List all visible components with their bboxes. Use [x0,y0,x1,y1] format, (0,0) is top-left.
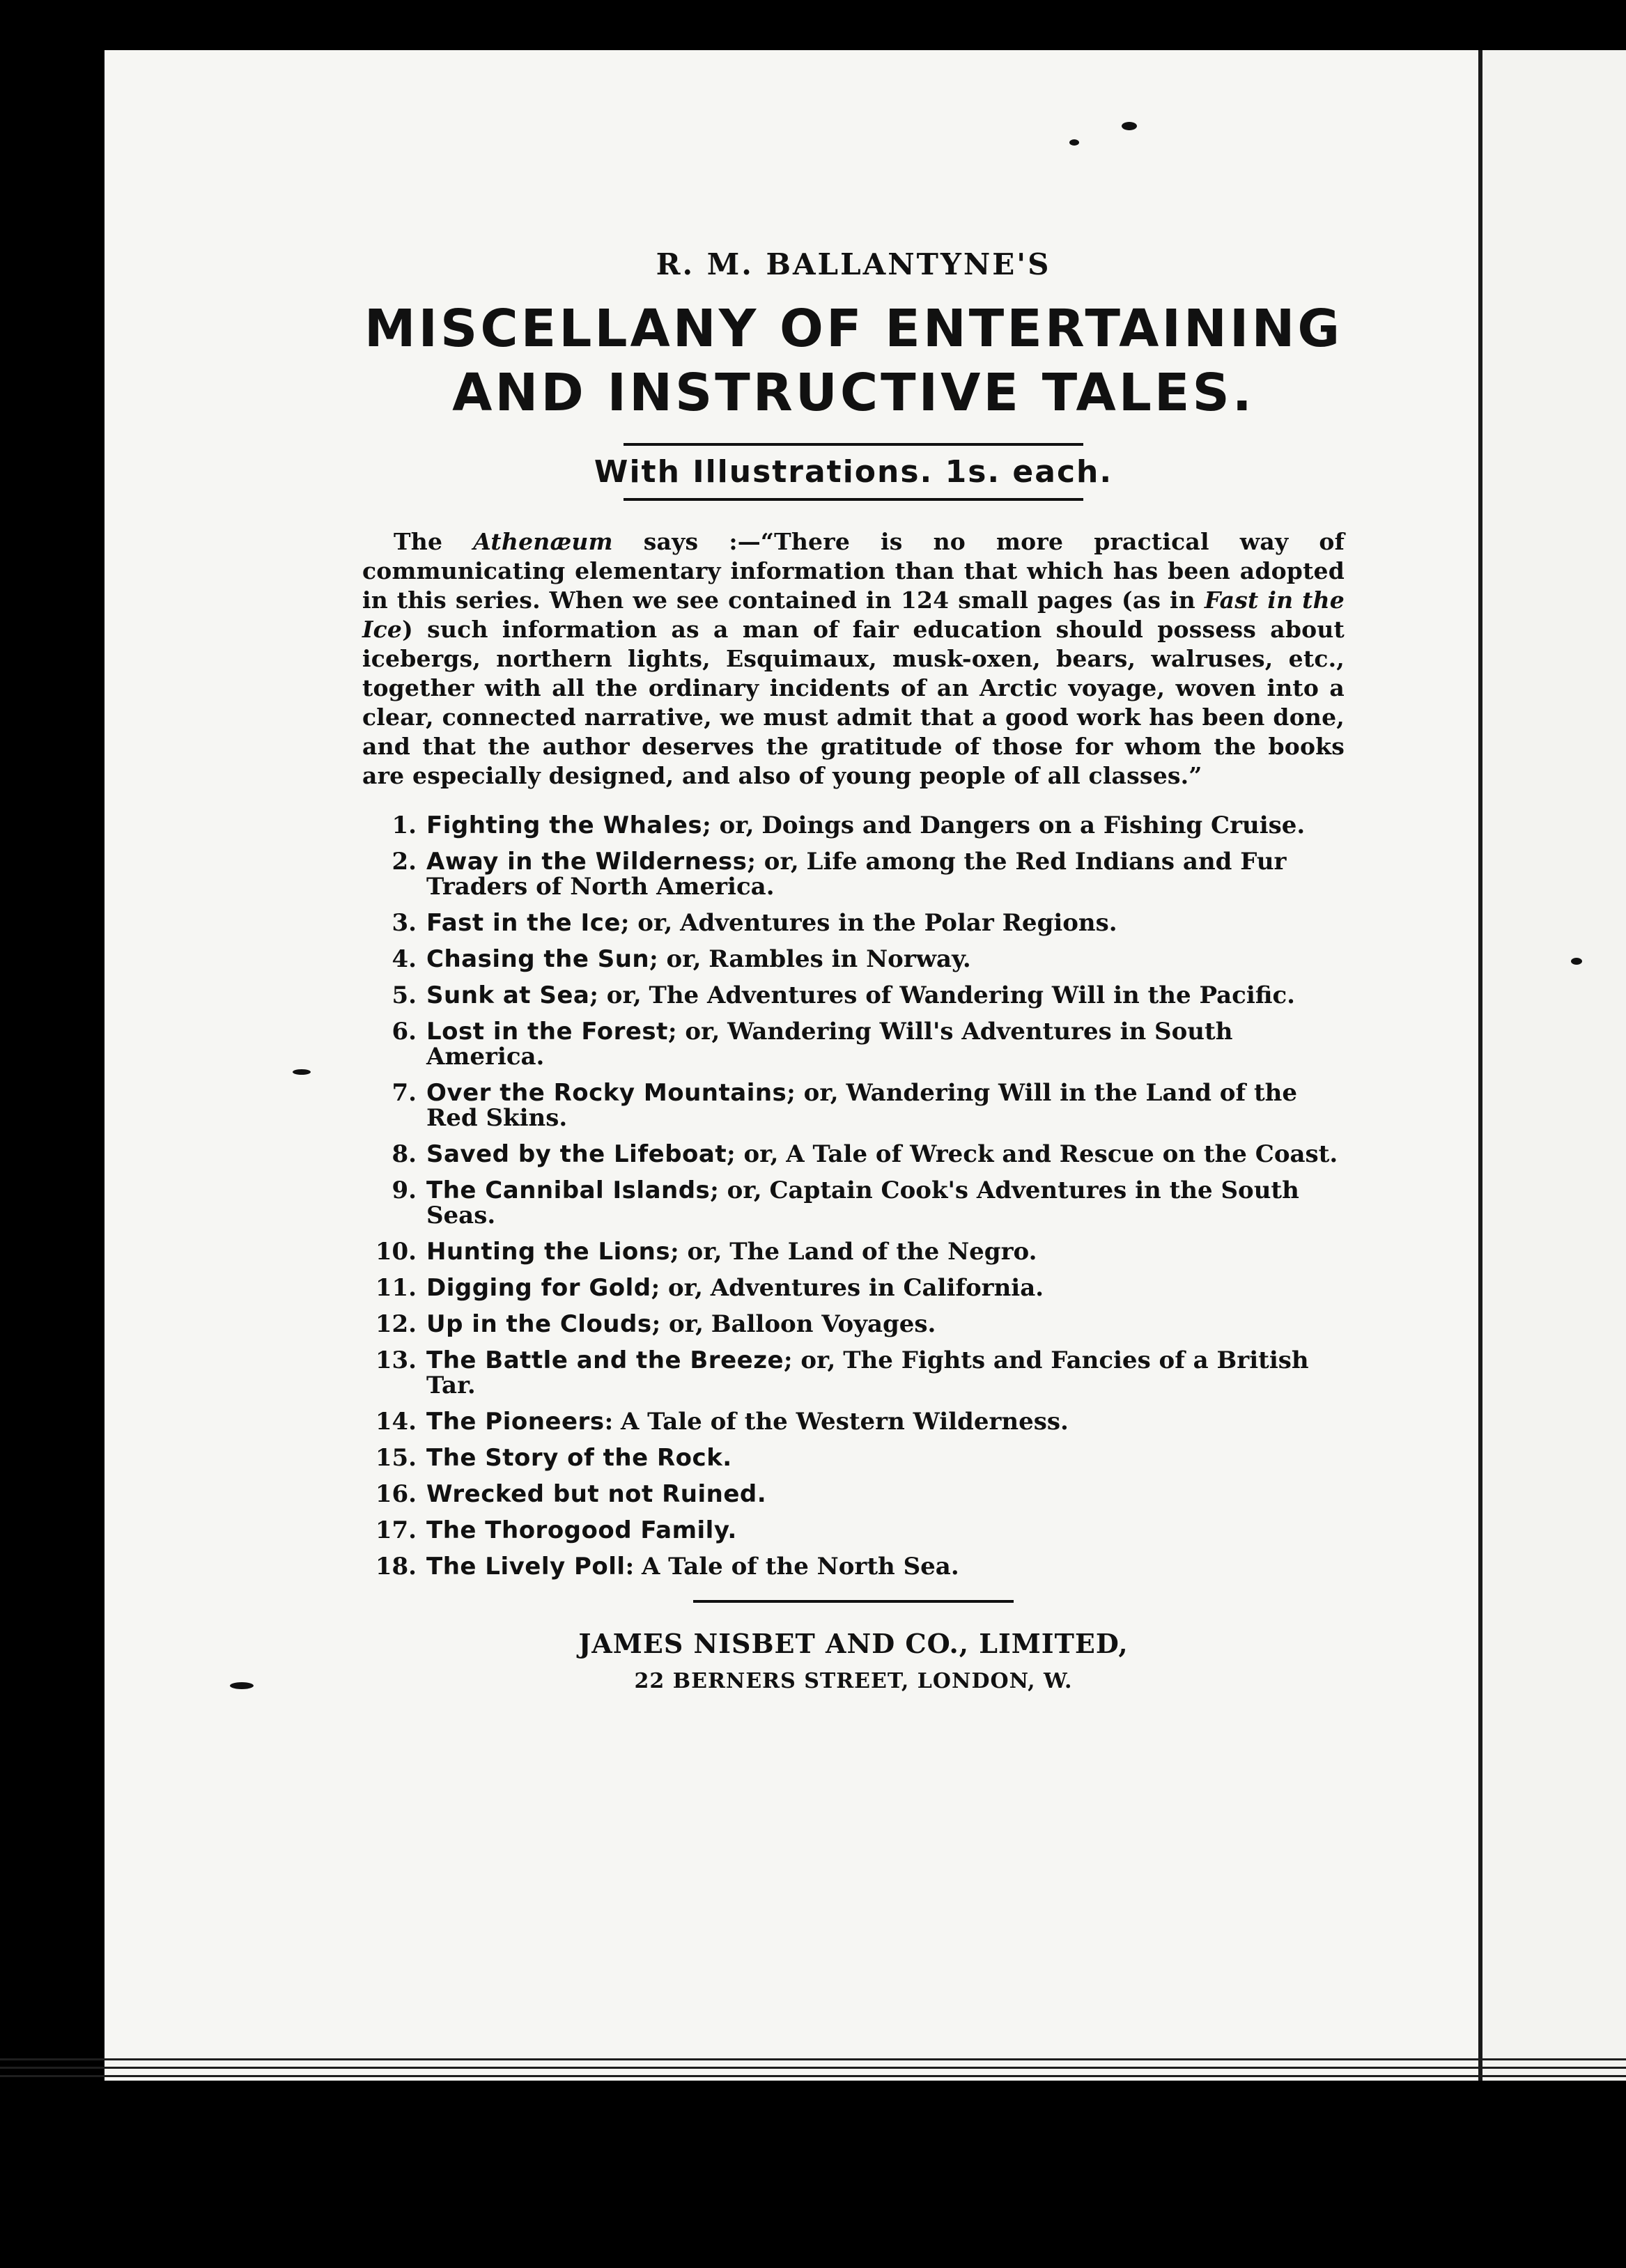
tale-text [426,983,1345,1008]
periodical-name: Athenæum [473,528,613,555]
tale-number: 2. [392,848,417,876]
scan-border-line [0,2058,1626,2060]
tale-separator: ; or, [727,1140,779,1168]
tale-item [362,1482,1345,1507]
tale-subtitle: Adventures in California. [710,1274,1044,1302]
tale-number: 17. [375,1516,417,1544]
tale-number: 3. [392,909,417,937]
tale-subtitle: The Fights and Fancies of a British Tar. [426,1346,1309,1399]
tale-subtitle: The Land of the Negro. [729,1238,1037,1266]
tale-text [426,1275,1345,1300]
tale-separator: ; or, [702,811,754,839]
tale-item [362,1275,1345,1300]
tale-subtitle: Wandering Will's Adventures in South America. [426,1018,1233,1071]
tale-subtitle: A Tale of Wreck and Rescue on the Coast. [786,1140,1338,1168]
tale-text [426,1482,1345,1507]
tale-title: Fast in the Ice [426,909,621,937]
tale-item [362,947,1345,972]
tale-text [426,1019,1345,1069]
tale-title: Lost in the Forest [426,1018,668,1046]
tale-subtitle: Adventures in the Polar Regions. [680,909,1117,937]
tale-separator: ; or, [710,1176,762,1204]
tale-item [362,1554,1345,1579]
tale-item [362,1019,1345,1069]
tale-separator: ; or, [620,909,673,937]
ink-speck [230,1682,254,1689]
title-line-2: AND INSTRUCTIVE TALES. [452,363,1255,423]
tale-item [362,1239,1345,1264]
tale-text [426,1348,1345,1398]
tale-separator: ; or, [649,945,702,973]
tale-text [426,1080,1345,1131]
tale-number: 9. [392,1176,417,1204]
tale-subtitle: The Adventures of Wandering Will in the Pacific. [649,981,1296,1009]
tale-number: 11. [375,1274,417,1302]
tale-title: The Cannibal Islands [426,1176,711,1204]
tale-text [426,910,1345,935]
tale-title: Chasing the Sun [426,945,650,973]
tale-number: 4. [392,945,417,973]
quote-book-ref: Fast in the Ice [362,587,1345,643]
tale-subtitle: Wandering Will in the Land of the Red Skins. [426,1079,1297,1132]
tale-text [426,1445,1345,1470]
tale-text [426,1239,1345,1264]
tale-number: 5. [392,981,417,1009]
tale-title: The Pioneers [426,1408,605,1436]
tale-separator: ; or, [651,1310,704,1338]
tale-item [362,1518,1345,1543]
tale-title: Away in the Wilderness [426,848,748,876]
tale-number: 10. [375,1238,417,1266]
ink-speck [1571,958,1582,965]
tale-number: 7. [392,1079,417,1107]
tale-text [426,813,1345,838]
tale-subtitle: Balloon Voyages. [711,1310,936,1338]
title-rule [624,443,1083,446]
tale-separator: ; or, [589,981,642,1009]
tale-subtitle: Doings and Dangers on a Fishing Cruise. [761,811,1306,839]
tale-title: Fighting the Whales [426,811,703,839]
tale-item [362,910,1345,935]
subtitle: With Illustrations. 1s. each. [594,454,1113,490]
tale-separator: ; or, [784,1346,836,1374]
subtitle-rule [624,498,1083,501]
ink-speck [293,1069,311,1075]
tale-title: Over the Rocky Mountains [426,1079,787,1107]
tale-item [362,849,1345,899]
scan-border-line [0,2075,1626,2077]
tale-title: Digging for Gold [426,1274,651,1302]
tale-text [426,849,1345,899]
tale-number: 8. [392,1140,417,1168]
tale-number: 14. [375,1408,417,1436]
tale-item [362,1080,1345,1131]
quote-lead: The [394,528,443,555]
tale-title: Hunting the Lions [426,1238,671,1266]
tale-separator: ; or, [747,848,799,876]
tales-list [362,813,1345,1579]
tale-item [362,1312,1345,1337]
tale-text [426,1312,1345,1337]
publisher-address: 22 BERNERS STREET, LONDON, W. [634,1669,1073,1693]
tale-subtitle: Rambles in Norway. [709,945,971,973]
facing-page-edge [1480,50,1626,2081]
quote-body-rest: ) such information as a man of fair education should possess about icebergs, northern lights, Esquimaux, musk-oxen, bears, walruses, etc., together with all the ordinary incidents of an Arctic voyage, woven into a clear, connected narrative, we must admit that a good work has been done, and that the author deserves the gratitude of those for whom the books are especially designed, and also of young people of all classes.” [362,616,1345,789]
publisher-name: JAMES NISBET AND CO., LIMITED, [578,1628,1129,1659]
tale-subtitle: A Tale of the North Sea. [641,1553,959,1580]
tale-item [362,1348,1345,1398]
tale-number: 15. [375,1444,417,1472]
tale-item [362,983,1345,1008]
tale-title: Saved by the Lifeboat [426,1140,727,1168]
page-fold-line [1478,50,1482,2081]
tale-number: 18. [375,1553,417,1580]
tale-separator: ; or, [651,1274,703,1302]
tale-separator: ; or, [670,1238,722,1266]
tale-subtitle: Life among the Red Indians and Fur Traders of North America. [426,848,1287,901]
title-line-1: MISCELLANY OF ENTERTAINING [364,299,1343,359]
tale-number: 12. [375,1310,417,1338]
tale-separator: ; or, [667,1018,720,1046]
tale-title: Wrecked but not Ruined. [426,1480,767,1508]
quote-body: says :—“There is no more practical way of communicating elementary information than that which has been adopted in this series. When we see contained in 124 small pages (as in [362,528,1345,614]
tale-number: 16. [375,1480,417,1508]
tale-text [426,1518,1345,1543]
tale-title: The Story of the Rock. [426,1444,732,1472]
tale-item [362,1142,1345,1167]
tale-separator: ; or, [787,1079,839,1107]
advertisement [362,247,1345,1693]
tale-item [362,1445,1345,1470]
review-quote [362,527,1345,791]
tale-text [426,1142,1345,1167]
ink-speck [1122,122,1137,130]
imprint-rule [693,1600,1014,1603]
tale-number: 13. [375,1346,417,1374]
tale-text [426,947,1345,972]
tale-title: Up in the Clouds [426,1310,652,1338]
tale-separator: : [625,1553,635,1580]
tale-item [362,813,1345,838]
tale-text [426,1178,1345,1228]
tale-text [426,1554,1345,1579]
author-heading: R. M. BALLANTYNE'S [656,247,1051,281]
tale-subtitle: A Tale of the Western Wilderness. [620,1408,1069,1436]
tale-title: The Battle and the Breeze [426,1346,784,1374]
ink-speck [1069,139,1079,146]
tale-title: Sunk at Sea [426,981,590,1009]
scan-border-line [0,2067,1626,2069]
tale-item [362,1178,1345,1228]
tale-item [362,1409,1345,1434]
tale-text [426,1409,1345,1434]
tale-title: The Thorogood Family. [426,1516,737,1544]
tale-title: The Lively Poll [426,1553,626,1580]
tale-number: 1. [392,811,417,839]
tale-number: 6. [392,1018,417,1046]
tale-subtitle: Captain Cook's Adventures in the South Seas. [426,1176,1299,1229]
tale-separator: : [604,1408,614,1436]
